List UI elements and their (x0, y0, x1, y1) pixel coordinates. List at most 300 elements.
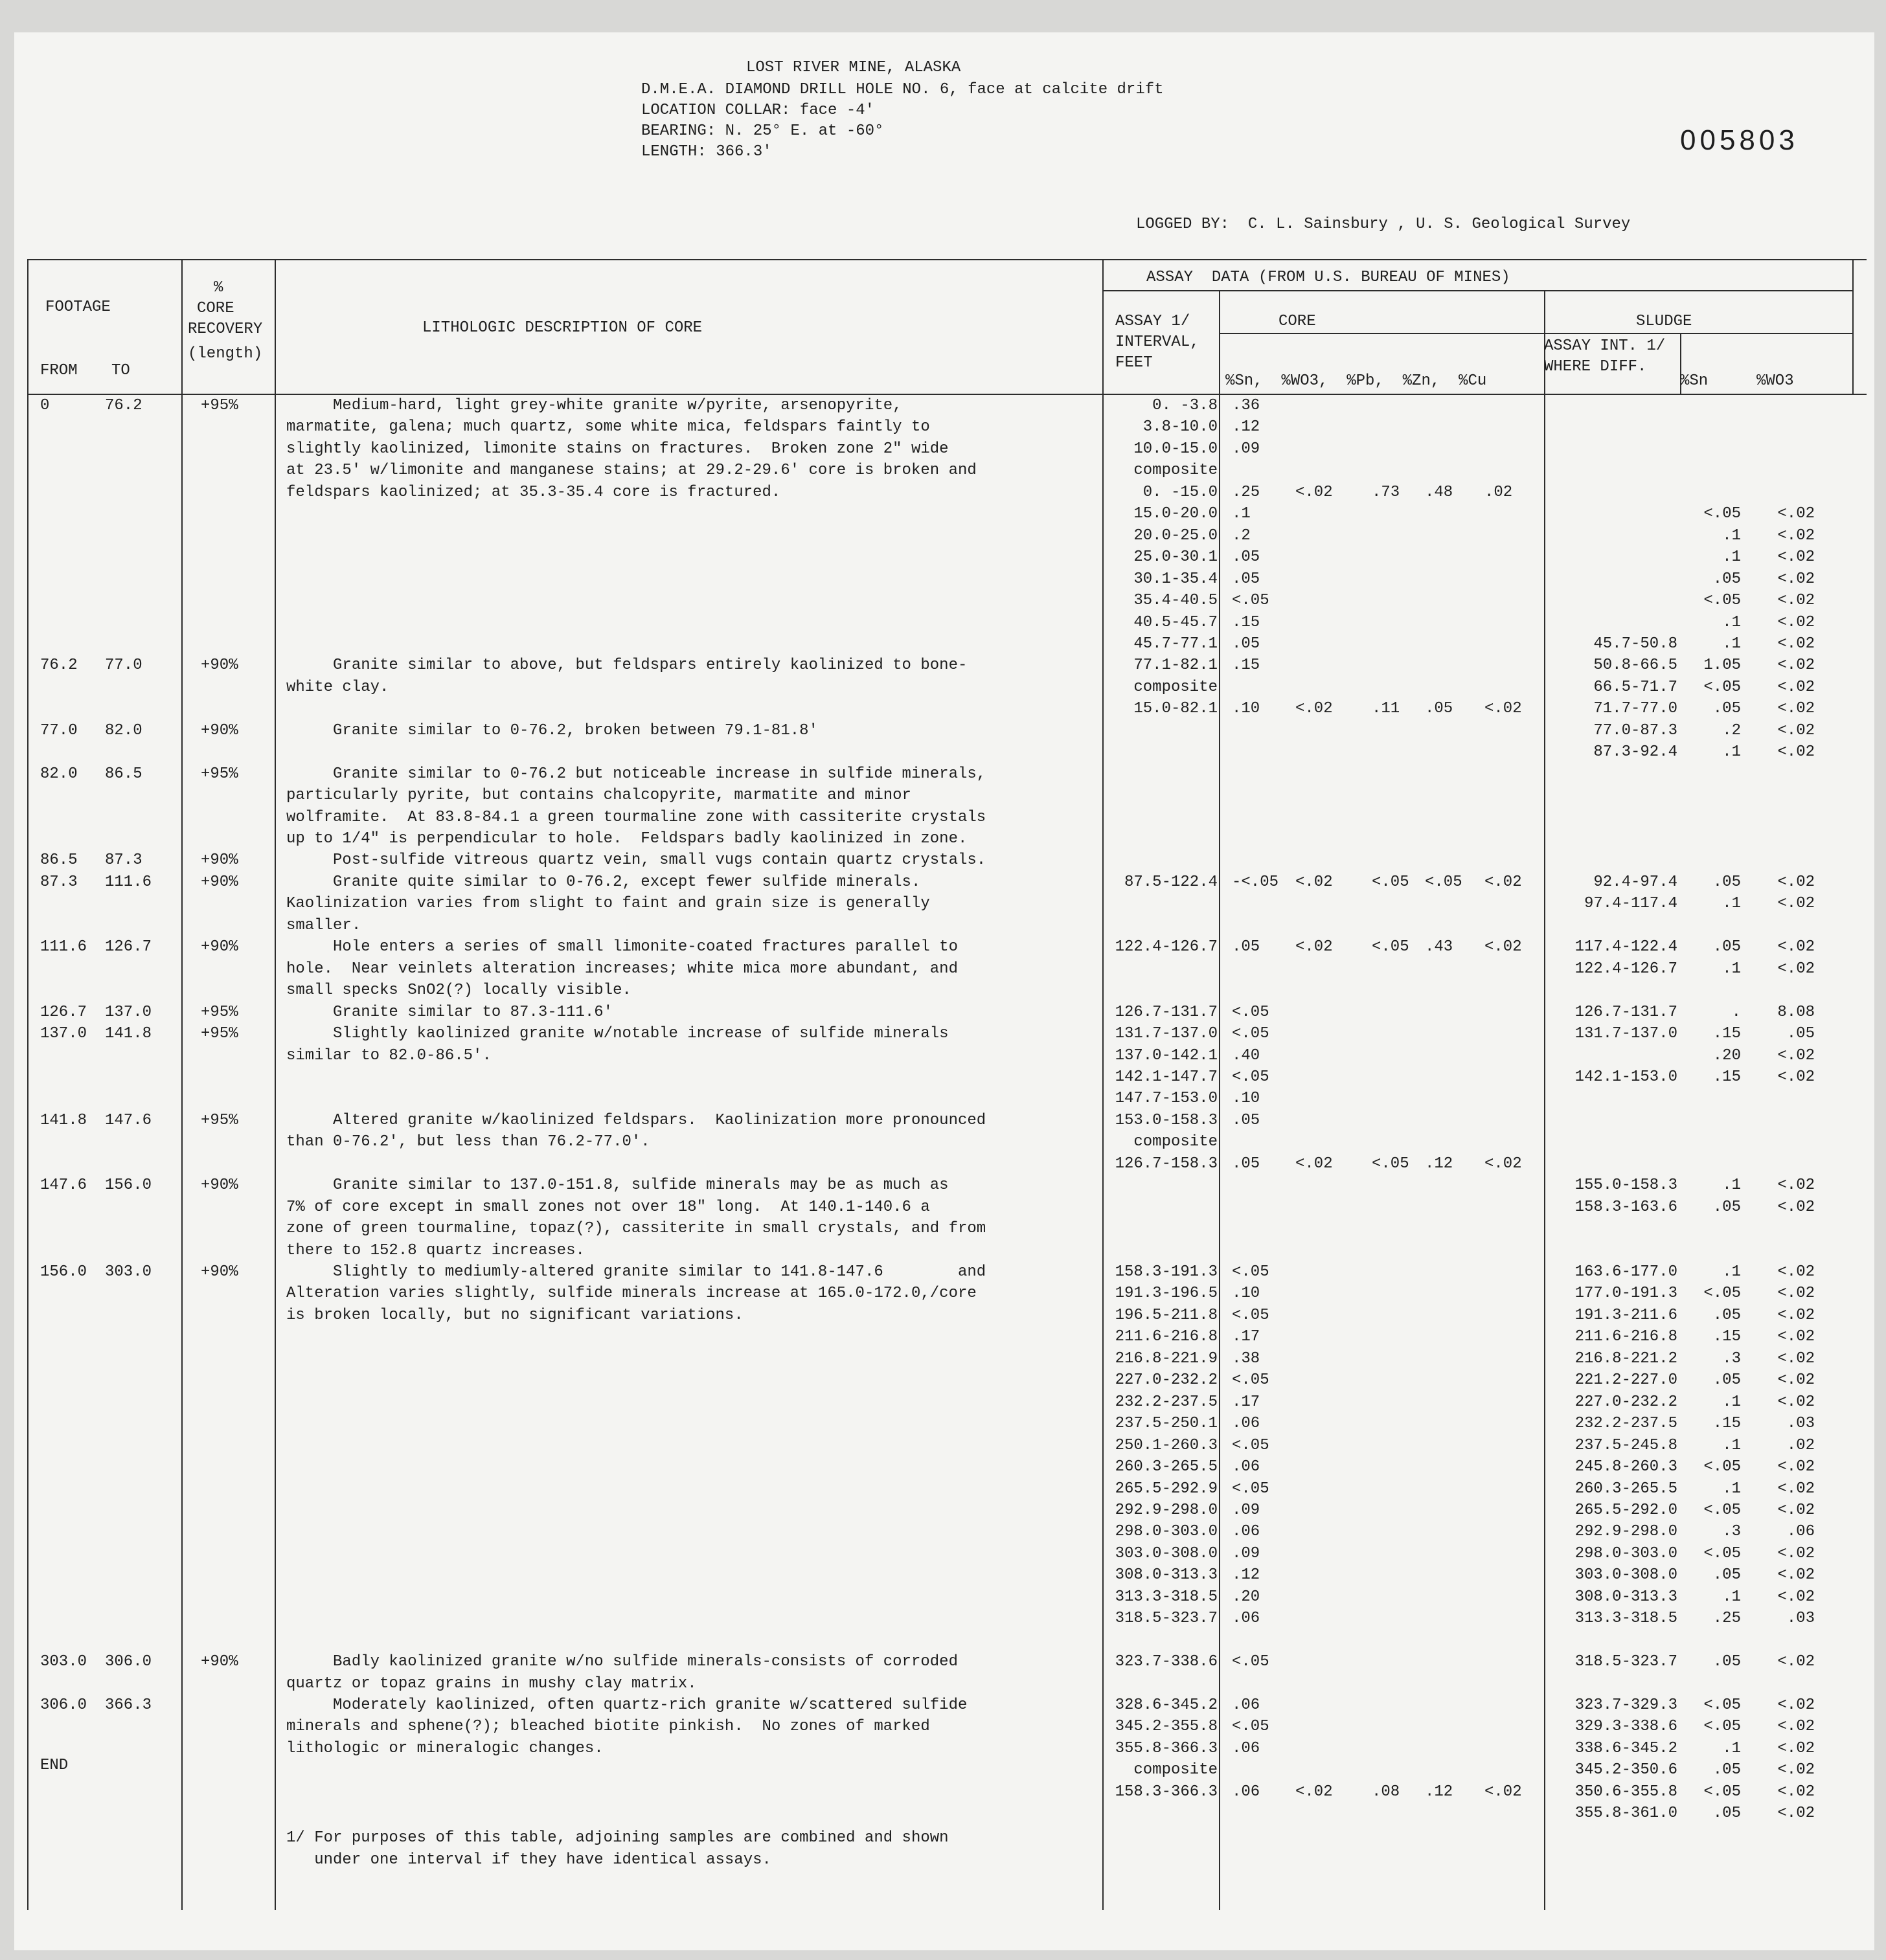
core-sn: .06 (1232, 1739, 1260, 1757)
sludge-sn: .15 (1712, 1415, 1741, 1433)
core-zn: <.05 (1425, 873, 1462, 891)
core-sn: <.05 (1232, 1263, 1269, 1281)
sludge-wo3: <.02 (1777, 635, 1815, 653)
description-line: slightly kaolinized, limonite stains on fractures. Broken zone 2" wide (286, 440, 949, 458)
core-interval: composite (1133, 1133, 1218, 1151)
sludge-wo3: <.02 (1777, 1458, 1815, 1476)
core-sn: .06 (1232, 1458, 1260, 1476)
sludge-int-header-2: WHERE DIFF. (1544, 358, 1647, 376)
core-wo3: <.02 (1295, 483, 1333, 501)
sludge-sn: 1.05 (1703, 657, 1741, 675)
description-line: Granite quite similar to 0-76.2, except fewer sulfide minerals. (286, 873, 921, 891)
core-interval: 0. -15.0 (1142, 483, 1218, 501)
description-line: at 23.5' w/limonite and manganese stains; at 29.2-29.6' core is broken and (286, 462, 977, 480)
sludge-wo3: <.02 (1777, 1198, 1815, 1216)
footage-from: 76.2 (40, 657, 78, 675)
sludge-wo3: .06 (1786, 1523, 1815, 1541)
sludge-wo3-header: %WO3 (1756, 372, 1794, 390)
footage-to: 86.5 (105, 765, 142, 783)
sludge-interval: 92.4-97.4 (1593, 873, 1677, 891)
sludge-interval: 211.6-216.8 (1574, 1328, 1677, 1346)
core-sn: .40 (1232, 1046, 1260, 1064)
core-interval: 345.2-355.8 (1115, 1718, 1218, 1736)
core-interval: 15.0-82.1 (1133, 700, 1218, 718)
core-recovery: +90% (201, 721, 238, 739)
core-interval: 158.3-366.3 (1115, 1783, 1218, 1801)
core-recovery: +90% (201, 1653, 238, 1671)
sludge-wo3: .03 (1786, 1610, 1815, 1628)
core-interval: 126.7-131.7 (1115, 1003, 1218, 1021)
footage-to: 82.0 (105, 721, 142, 739)
core-pb: .08 (1372, 1783, 1400, 1801)
core-sn: .36 (1232, 397, 1260, 414)
to-header: TO (111, 362, 130, 379)
footage-to: 156.0 (105, 1177, 152, 1195)
core-interval: 158.3-191.3 (1115, 1263, 1218, 1281)
rule-vertical (181, 259, 183, 1910)
sludge-sn: .05 (1712, 873, 1741, 891)
sludge-sn: .1 (1722, 1480, 1741, 1498)
description-line: quartz or topaz grains in mushy clay matrix. (286, 1674, 697, 1693)
footage-from: 77.0 (40, 721, 78, 739)
pct-header: % (214, 279, 223, 297)
sludge-interval: 122.4-126.7 (1574, 960, 1677, 978)
core-interval: 355.8-366.3 (1115, 1739, 1218, 1757)
core-interval: 191.3-196.5 (1115, 1285, 1218, 1303)
sludge-wo3: <.02 (1777, 1068, 1815, 1086)
sludge-interval: 177.0-191.3 (1574, 1285, 1677, 1303)
core-recovery: +90% (201, 1263, 238, 1281)
core-sn: .05 (1232, 1155, 1260, 1173)
description-line: Altered granite w/kaolinized feldspars. Kaolinization more pronounced (286, 1111, 986, 1129)
core-recovery: +90% (201, 873, 238, 891)
core-pb: <.05 (1372, 873, 1409, 891)
sludge-header: SLUDGE (1636, 313, 1692, 330)
core-interval: 232.2-237.5 (1115, 1393, 1218, 1411)
description-line: Alteration varies slightly, sulfide minerals increase at 165.0-172.0,/core (286, 1285, 977, 1303)
sludge-sn: <.05 (1703, 1718, 1741, 1736)
sludge-wo3: <.02 (1777, 1393, 1815, 1411)
core-interval: 308.0-313.3 (1115, 1566, 1218, 1584)
sludge-interval: 216.8-221.2 (1574, 1349, 1677, 1368)
core-sn: .09 (1232, 440, 1260, 458)
sludge-sn: .05 (1712, 1566, 1741, 1584)
logged-by: LOGGED BY: C. L. Sainsbury , U. S. Geological Survey (1136, 216, 1631, 233)
description-line: Granite similar to 0-76.2, broken between 79.1-81.8' (286, 721, 818, 739)
description-line: Granite similar to 87.3-111.6' (286, 1003, 613, 1021)
sludge-wo3: <.02 (1777, 1285, 1815, 1303)
core-sn: <.05 (1232, 1480, 1269, 1498)
description-line: up to 1/4" is perpendicular to hole. Feldspars badly kaolinized in zone. (286, 830, 968, 848)
description-line: than 0-76.2', but less than 76.2-77.0'. (286, 1133, 650, 1151)
sludge-sn: .05 (1712, 1306, 1741, 1324)
core-sn: <.05 (1232, 1306, 1269, 1324)
footage-to: 303.0 (105, 1263, 152, 1281)
sludge-sn: .05 (1712, 700, 1741, 718)
sludge-wo3: <.02 (1777, 657, 1815, 675)
sludge-sn-header: %Sn (1680, 372, 1709, 390)
core-recovery: +90% (201, 938, 238, 956)
footage-to: 137.0 (105, 1003, 152, 1021)
sludge-interval: 155.0-158.3 (1574, 1177, 1677, 1195)
sludge-wo3: <.02 (1777, 1177, 1815, 1195)
footage-to: 141.8 (105, 1025, 152, 1043)
footnote-line-2: under one interval if they have identical assays. (286, 1851, 771, 1869)
core-header: CORE (1278, 313, 1316, 330)
footage-to: 111.6 (105, 873, 152, 891)
core-cu: <.02 (1484, 1783, 1522, 1801)
sludge-sn: .05 (1712, 1198, 1741, 1216)
core-sn: .05 (1232, 570, 1260, 588)
core-sn: .12 (1232, 1566, 1260, 1584)
sludge-sn: .3 (1722, 1349, 1741, 1368)
hole-title: D.M.E.A. DIAMOND DRILL HOLE NO. 6, face at calcite drift (641, 81, 1164, 98)
description-line: is broken locally, but no significant variations. (286, 1306, 744, 1324)
core-interval: 313.3-318.5 (1115, 1588, 1218, 1606)
sludge-interval: 298.0-303.0 (1574, 1544, 1677, 1562)
core-sn: .06 (1232, 1783, 1260, 1801)
core-interval: 292.9-298.0 (1115, 1501, 1218, 1519)
core-interval: 0. -3.8 (1152, 397, 1218, 414)
sludge-wo3: <.02 (1777, 1653, 1815, 1671)
sludge-wo3: <.02 (1777, 700, 1815, 718)
sludge-wo3: <.02 (1777, 570, 1815, 588)
sludge-wo3: <.02 (1777, 1263, 1815, 1281)
sludge-interval: 158.3-163.6 (1574, 1198, 1677, 1216)
core-columns-header: %Sn, %WO3, %Pb, %Zn, %Cu (1225, 372, 1487, 390)
core-recovery-header-2: RECOVERY (188, 321, 263, 338)
sludge-wo3: <.02 (1777, 505, 1815, 523)
core-interval: 318.5-323.7 (1115, 1610, 1218, 1628)
assay-int-header: ASSAY 1/ (1115, 313, 1190, 330)
core-wo3: <.02 (1295, 873, 1333, 891)
core-interval: 142.1-147.7 (1115, 1068, 1218, 1086)
core-sn: .05 (1232, 548, 1260, 567)
core-sn: .06 (1232, 1610, 1260, 1628)
sludge-sn: .1 (1722, 1177, 1741, 1195)
core-sn: .1 (1232, 505, 1251, 523)
sludge-wo3: <.02 (1777, 743, 1815, 761)
footage-from: 0 (40, 397, 50, 414)
sludge-wo3: 8.08 (1777, 1003, 1815, 1021)
sludge-wo3: <.02 (1777, 1566, 1815, 1584)
sludge-interval: 318.5-323.7 (1574, 1653, 1677, 1671)
sludge-wo3: .05 (1786, 1025, 1815, 1043)
core-zn: .48 (1425, 483, 1453, 501)
length: LENGTH: 366.3' (641, 143, 772, 161)
footage-from: 306.0 (40, 1696, 87, 1714)
core-interval: 227.0-232.2 (1115, 1371, 1218, 1390)
sludge-interval: 265.5-292.0 (1574, 1501, 1677, 1519)
sludge-wo3: <.02 (1777, 1544, 1815, 1562)
core-sn: <.05 (1232, 1025, 1269, 1043)
sludge-wo3: <.02 (1777, 1306, 1815, 1324)
description-line: 7% of core except in small zones not over 18" long. At 140.1-140.6 a (286, 1198, 930, 1216)
core-interval: 328.6-345.2 (1115, 1696, 1218, 1714)
core-cu: <.02 (1484, 873, 1522, 891)
core-cu: .02 (1484, 483, 1513, 501)
core-sn: .10 (1232, 1285, 1260, 1303)
core-cu: <.02 (1484, 938, 1522, 956)
sludge-sn: .05 (1712, 1371, 1741, 1390)
sludge-wo3: <.02 (1777, 1761, 1815, 1779)
core-sn: .15 (1232, 613, 1260, 631)
sludge-sn: .1 (1722, 1393, 1741, 1411)
core-interval: 40.5-45.7 (1133, 613, 1218, 631)
core-sn: .06 (1232, 1415, 1260, 1433)
sludge-interval: 117.4-122.4 (1574, 938, 1677, 956)
sludge-interval: 97.4-117.4 (1584, 895, 1677, 913)
sludge-wo3: <.02 (1777, 1588, 1815, 1606)
sludge-sn: .20 (1712, 1046, 1741, 1064)
description-line: there to 152.8 quartz increases. (286, 1241, 585, 1259)
sludge-sn: .1 (1722, 1588, 1741, 1606)
sludge-sn: .1 (1722, 548, 1741, 567)
footage-to: 366.3 (105, 1696, 152, 1714)
description-line: hole. Near veinlets alteration increases; white mica more abundant, and (286, 960, 958, 978)
sludge-interval: 87.3-92.4 (1593, 743, 1677, 761)
sludge-wo3: <.02 (1777, 613, 1815, 631)
core-interval: 30.1-35.4 (1133, 570, 1218, 588)
core-interval: 137.0-142.1 (1115, 1046, 1218, 1064)
sludge-interval: 355.8-361.0 (1574, 1805, 1677, 1823)
sludge-sn: <.05 (1703, 1696, 1741, 1714)
sludge-wo3: <.02 (1777, 1739, 1815, 1757)
core-sn: .20 (1232, 1588, 1260, 1606)
core-interval: 20.0-25.0 (1133, 526, 1218, 545)
core-recovery: +90% (201, 851, 238, 870)
core-recovery: +95% (201, 1111, 238, 1129)
sludge-sn: .1 (1722, 743, 1741, 761)
core-interval: 260.3-265.5 (1115, 1458, 1218, 1476)
sludge-interval: 338.6-345.2 (1574, 1739, 1677, 1757)
sludge-wo3: <.02 (1777, 526, 1815, 545)
footage-from: 141.8 (40, 1111, 87, 1129)
sludge-interval: 292.9-298.0 (1574, 1523, 1677, 1541)
core-zn: .12 (1425, 1155, 1453, 1173)
sludge-sn: <.05 (1703, 1501, 1741, 1519)
core-zn: .05 (1425, 700, 1453, 718)
core-sn: .06 (1232, 1696, 1260, 1714)
footage-from: 126.7 (40, 1003, 87, 1021)
sludge-sn: .15 (1712, 1068, 1741, 1086)
description-line: smaller. (286, 916, 361, 934)
core-sn: .38 (1232, 1349, 1260, 1368)
core-pb: <.05 (1372, 938, 1409, 956)
document-page (14, 32, 1874, 1950)
core-recovery: +95% (201, 1025, 238, 1043)
core-wo3: <.02 (1295, 938, 1333, 956)
description-line: wolframite. At 83.8-84.1 a green tourmaline zone with cassiterite crystals (286, 808, 986, 826)
sludge-wo3: <.02 (1777, 1501, 1815, 1519)
sludge-sn: .15 (1712, 1025, 1741, 1043)
core-sn: .09 (1232, 1501, 1260, 1519)
sludge-sn: .1 (1722, 613, 1741, 631)
bearing: BEARING: N. 25° E. at -60° (641, 122, 884, 140)
sludge-wo3: <.02 (1777, 960, 1815, 978)
core-interval: 298.0-303.0 (1115, 1523, 1218, 1541)
core-sn: <.05 (1232, 1371, 1269, 1390)
core-cu: <.02 (1484, 700, 1522, 718)
core-interval: 211.6-216.8 (1115, 1328, 1218, 1346)
description-line: small specks SnO2(?) locally visible. (286, 982, 631, 1000)
rule-vertical (275, 259, 276, 1910)
sludge-wo3: <.02 (1777, 1805, 1815, 1823)
sludge-wo3: .03 (1786, 1415, 1815, 1433)
core-recovery: +95% (201, 765, 238, 783)
core-recovery: +90% (201, 1177, 238, 1195)
sludge-interval: 45.7-50.8 (1593, 635, 1677, 653)
sludge-interval: 260.3-265.5 (1574, 1480, 1677, 1498)
core-sn: .17 (1232, 1393, 1260, 1411)
description-line: Hole enters a series of small limonite-coated fractures parallel to (286, 938, 958, 956)
sludge-wo3: .02 (1786, 1436, 1815, 1454)
rule-horizontal (1544, 333, 1854, 334)
core-sn: .17 (1232, 1328, 1260, 1346)
sludge-sn: .25 (1712, 1610, 1741, 1628)
litho-header: LITHOLOGIC DESCRIPTION OF CORE (422, 319, 703, 337)
core-sn: <.05 (1232, 1718, 1269, 1736)
rule-vertical (27, 259, 28, 1910)
core-interval: 131.7-137.0 (1115, 1025, 1218, 1043)
description-line: Post-sulfide vitreous quartz vein, small vugs contain quartz crystals. (286, 851, 986, 870)
core-interval: 153.0-158.3 (1115, 1111, 1218, 1129)
core-interval: 77.1-82.1 (1133, 657, 1218, 675)
sludge-wo3: <.02 (1777, 1718, 1815, 1736)
sludge-wo3: <.02 (1777, 873, 1815, 891)
core-interval: 265.5-292.9 (1115, 1480, 1218, 1498)
core-interval: 45.7-77.1 (1133, 635, 1218, 653)
sludge-interval: 303.0-308.0 (1574, 1566, 1677, 1584)
sludge-sn: <.05 (1703, 505, 1741, 523)
sludge-sn: <.05 (1703, 678, 1741, 696)
sludge-interval: 191.3-211.6 (1574, 1306, 1677, 1324)
footage-from: 147.6 (40, 1177, 87, 1195)
sludge-interval: 345.2-350.6 (1574, 1761, 1677, 1779)
footage-from: 156.0 (40, 1263, 87, 1281)
core-sn: .05 (1232, 1111, 1260, 1129)
from-header: FROM (40, 362, 78, 379)
core-zn: .43 (1425, 938, 1453, 956)
core-interval: 323.7-338.6 (1115, 1653, 1218, 1671)
footage-from: 111.6 (40, 938, 87, 956)
core-sn: <.05 (1232, 1068, 1269, 1086)
document-number: 005803 (1680, 124, 1799, 156)
description-line: Badly kaolinized granite w/no sulfide minerals-consists of corroded (286, 1653, 958, 1671)
footage-from: 303.0 (40, 1653, 87, 1671)
assay-int-header-2: INTERVAL, (1115, 333, 1199, 351)
description-line: marmatite, galena; much quartz, some white mica, feldspars faintly to (286, 418, 930, 436)
sludge-sn: <.05 (1703, 592, 1741, 610)
sludge-wo3: <.02 (1777, 1783, 1815, 1801)
core-interval: 250.1-260.3 (1115, 1436, 1218, 1454)
sludge-interval: 308.0-313.3 (1574, 1588, 1677, 1606)
rule-horizontal (27, 259, 1867, 260)
core-interval: 25.0-30.1 (1133, 548, 1218, 567)
core-sn: <.05 (1232, 1436, 1269, 1454)
description-line: Medium-hard, light grey-white granite w/pyrite, arsenopyrite, (286, 397, 902, 414)
core-interval: 237.5-250.1 (1115, 1415, 1218, 1433)
mine-title: LOST RIVER MINE, ALASKA (746, 59, 961, 76)
description-line: feldspars kaolinized; at 35.3-35.4 core is fractured. (286, 483, 781, 501)
description-line: similar to 82.0-86.5'. (286, 1046, 492, 1064)
core-sn: .10 (1232, 700, 1260, 718)
sludge-sn: . (1731, 1003, 1741, 1021)
core-sn: <.05 (1232, 1653, 1269, 1671)
sludge-sn: .1 (1722, 1436, 1741, 1454)
footage-to: 306.0 (105, 1653, 152, 1671)
sludge-sn: .05 (1712, 570, 1741, 588)
description-line: Kaolinization varies from slight to faint and grain size is generally (286, 895, 930, 913)
footage-to: 87.3 (105, 851, 142, 870)
sludge-sn: .2 (1722, 721, 1741, 739)
description-line: minerals and sphene(?); bleached biotite pinkish. No zones of marked (286, 1718, 930, 1736)
sludge-sn: .05 (1712, 938, 1741, 956)
end-label: END (40, 1757, 69, 1774)
description-line: Granite similar to 0-76.2 but noticeable increase in sulfide minerals, (286, 765, 986, 783)
core-sn: .06 (1232, 1523, 1260, 1541)
footage-from: 86.5 (40, 851, 78, 870)
core-interval: 147.7-153.0 (1115, 1090, 1218, 1108)
footage-from: 82.0 (40, 765, 78, 783)
core-sn: .12 (1232, 418, 1260, 436)
core-sn: .09 (1232, 1544, 1260, 1562)
sludge-wo3: <.02 (1777, 1480, 1815, 1498)
sludge-interval: 77.0-87.3 (1593, 721, 1677, 739)
core-sn: -<.05 (1232, 873, 1279, 891)
core-recovery: +95% (201, 397, 238, 414)
sludge-sn: <.05 (1703, 1285, 1741, 1303)
description-line: zone of green tourmaline, topaz(?), cassiterite in small crystals, and from (286, 1220, 986, 1238)
footage-from: 137.0 (40, 1025, 87, 1043)
assay-data-header: ASSAY DATA (FROM U.S. BUREAU OF MINES) (1146, 269, 1510, 286)
sludge-sn: .1 (1722, 960, 1741, 978)
core-cu: <.02 (1484, 1155, 1522, 1173)
footage-from: 87.3 (40, 873, 78, 891)
core-interval: composite (1133, 462, 1218, 480)
sludge-wo3: <.02 (1777, 548, 1815, 567)
sludge-interval: 313.3-318.5 (1574, 1610, 1677, 1628)
footage-to: 126.7 (105, 938, 152, 956)
core-zn: .12 (1425, 1783, 1453, 1801)
description-line: lithologic or mineralogic changes. (286, 1739, 604, 1757)
core-sn: <.05 (1232, 1003, 1269, 1021)
description-line: Moderately kaolinized, often quartz-rich granite w/scattered sulfide (286, 1696, 968, 1714)
core-interval: 35.4-40.5 (1133, 592, 1218, 610)
sludge-wo3: <.02 (1777, 592, 1815, 610)
footnote-line-1: 1/ For purposes of this table, adjoining samples are combined and shown (286, 1829, 949, 1847)
core-recovery: +95% (201, 1003, 238, 1021)
core-sn: .25 (1232, 483, 1260, 501)
description-line: Slightly kaolinized granite w/notable increase of sulfide minerals (286, 1025, 949, 1043)
footage-to: 76.2 (105, 397, 142, 414)
sludge-wo3: <.02 (1777, 721, 1815, 739)
rule-vertical (1544, 290, 1545, 1910)
sludge-interval: 126.7-131.7 (1574, 1003, 1677, 1021)
rule-vertical (1102, 259, 1104, 1910)
core-sn: <.05 (1232, 592, 1269, 610)
core-interval: composite (1133, 1761, 1218, 1779)
core-pb: <.05 (1372, 1155, 1409, 1173)
sludge-interval: 131.7-137.0 (1574, 1025, 1677, 1043)
sludge-sn: <.05 (1703, 1458, 1741, 1476)
core-interval: 216.8-221.9 (1115, 1349, 1218, 1368)
sludge-sn: .1 (1722, 1263, 1741, 1281)
sludge-interval: 232.2-237.5 (1574, 1415, 1677, 1433)
sludge-interval: 227.0-232.2 (1574, 1393, 1677, 1411)
sludge-wo3: <.02 (1777, 895, 1815, 913)
core-recovery-header: CORE (197, 300, 234, 317)
